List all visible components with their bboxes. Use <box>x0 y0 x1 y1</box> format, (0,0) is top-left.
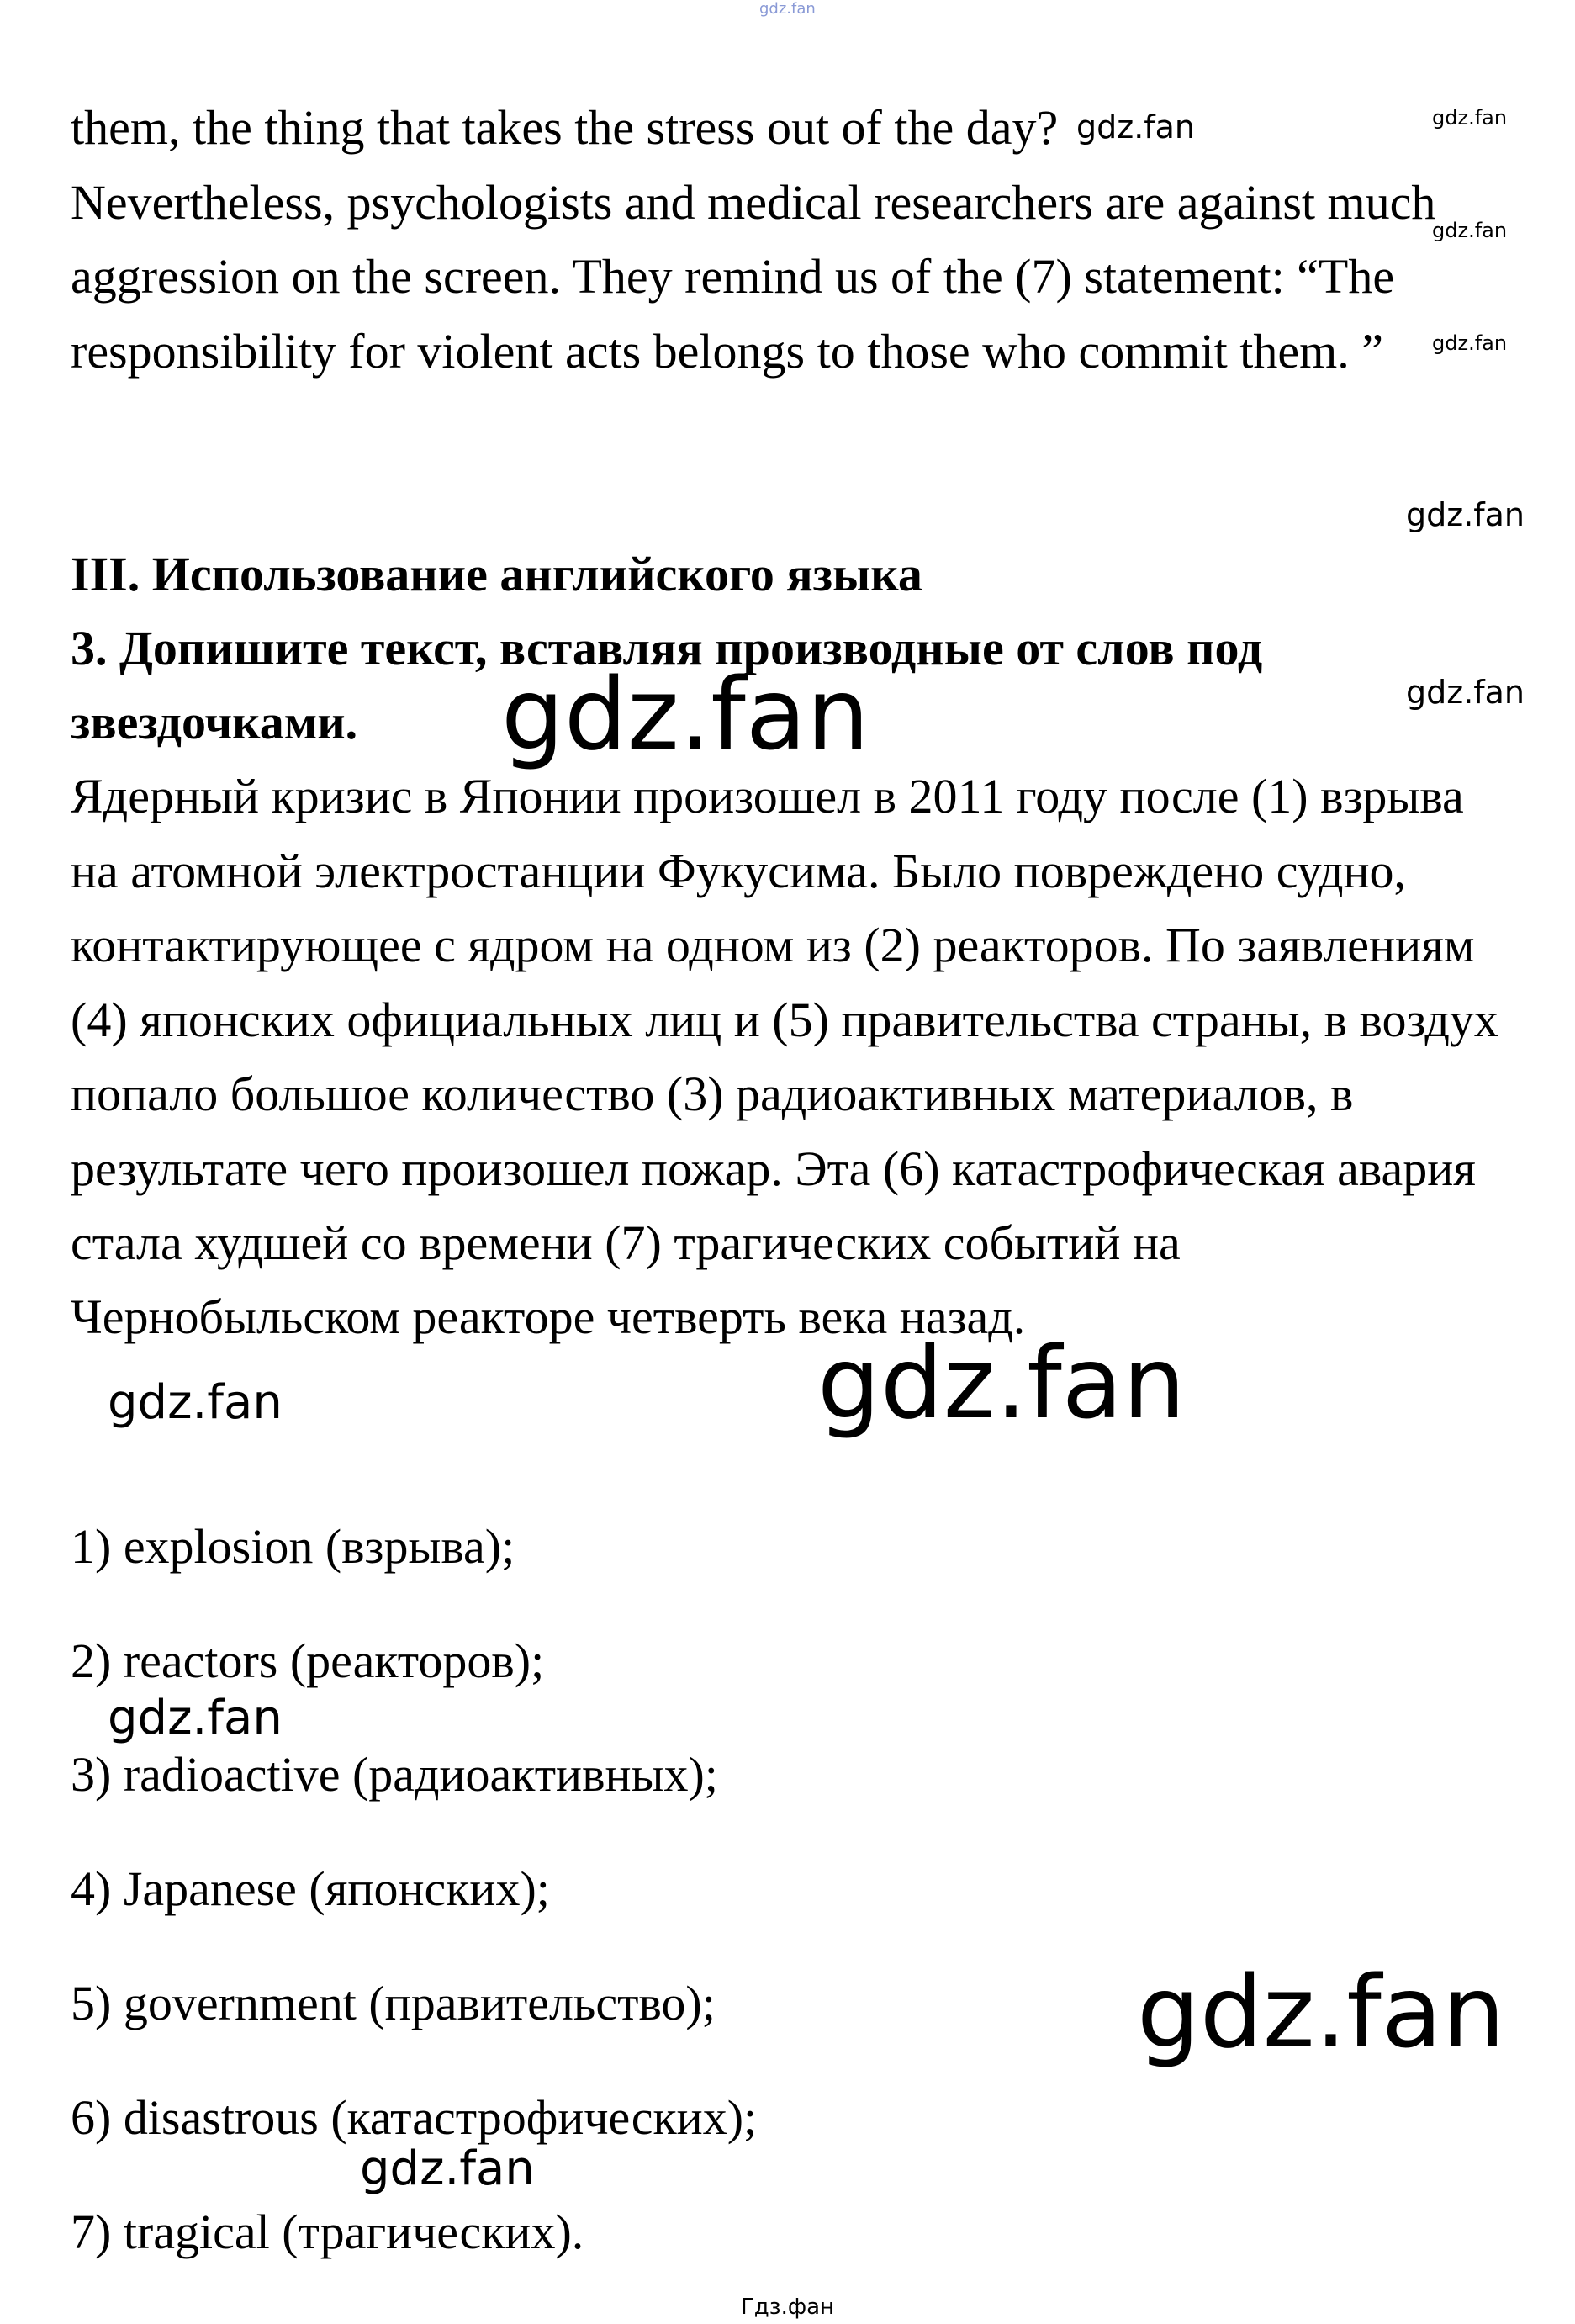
watermark-margin-3: gdz.fan <box>1432 331 1508 355</box>
answer-1: 1) explosion (взрыва); <box>71 1519 515 1574</box>
paragraph1-line1: them, the thing that takes the stress out of the day? <box>71 100 1059 155</box>
answer-4: 4) Japanese (японских); <box>71 1861 550 1916</box>
watermark-medium-3: gdz.fan <box>360 2141 535 2196</box>
watermark-medium-2: gdz.fan <box>108 1691 283 1745</box>
paragraph1-line3: aggression on the screen. They remind us of the (7) statement: “The <box>71 249 1395 304</box>
section-title: III. Использование английского языка <box>71 547 922 601</box>
paragraph1-line2: Nevertheless, psychologists and medical researchers are against much <box>71 175 1436 230</box>
paragraph1-line4: responsibility for violent acts belongs to those who commit them. ” <box>71 324 1383 379</box>
answer-2: 2) reactors (реакторов); <box>71 1633 545 1688</box>
paragraph2-line4: (4) японских официальных лиц и (5) правительства страны, в воздух <box>71 993 1498 1047</box>
paragraph2-line7: стала худшей со времени (7) трагических событий на <box>71 1215 1181 1270</box>
watermark-top-faint: gdz.fan <box>759 0 816 18</box>
watermark-inline: gdz.fan <box>1076 109 1196 146</box>
watermark-large-3: gdz.fan <box>1137 1954 1505 2070</box>
answer-5: 5) government (правительство); <box>71 1976 716 2030</box>
page-footer: Гдз.фан <box>740 2295 835 2320</box>
paragraph2-line3: контактирующее с ядром на одном из (2) реакторов. По заявлениям <box>71 918 1475 972</box>
watermark-medium-1: gdz.fan <box>108 1375 283 1430</box>
paragraph2-line6: результате чего произошел пожар. Эта (6) катастрофическая авария <box>71 1141 1476 1196</box>
paragraph2-line8: Чернобыльском реакторе четверть века назад. <box>71 1289 1026 1344</box>
watermark-large-2: gdz.fan <box>817 1325 1186 1441</box>
task-line1: 3. Допишите текст, вставляя производные от слов под <box>71 621 1263 675</box>
answer-7: 7) tragical (трагических). <box>71 2205 584 2259</box>
watermark-margin-2: gdz.fan <box>1432 219 1508 242</box>
answer-3: 3) radioactive (радиоактивных); <box>71 1747 718 1802</box>
watermark-large-1: gdz.fan <box>501 656 869 772</box>
paragraph2-line1: Ядерный кризис в Японии произошел в 2011 году после (1) взрыва <box>71 769 1464 823</box>
task-line2: звездочками. <box>71 695 358 749</box>
paragraph2-line2: на атомной электростанции Фукусима. Было повреждено судно, <box>71 844 1407 898</box>
watermark-margin-1: gdz.fan <box>1432 106 1508 130</box>
watermark-margin-5: gdz.fan <box>1406 674 1525 711</box>
answer-6: 6) disastrous (катастрофических); <box>71 2090 758 2145</box>
watermark-margin-4: gdz.fan <box>1406 496 1525 533</box>
paragraph2-line5: попало большое количество (3) радиоактивных материалов, в <box>71 1067 1354 1121</box>
